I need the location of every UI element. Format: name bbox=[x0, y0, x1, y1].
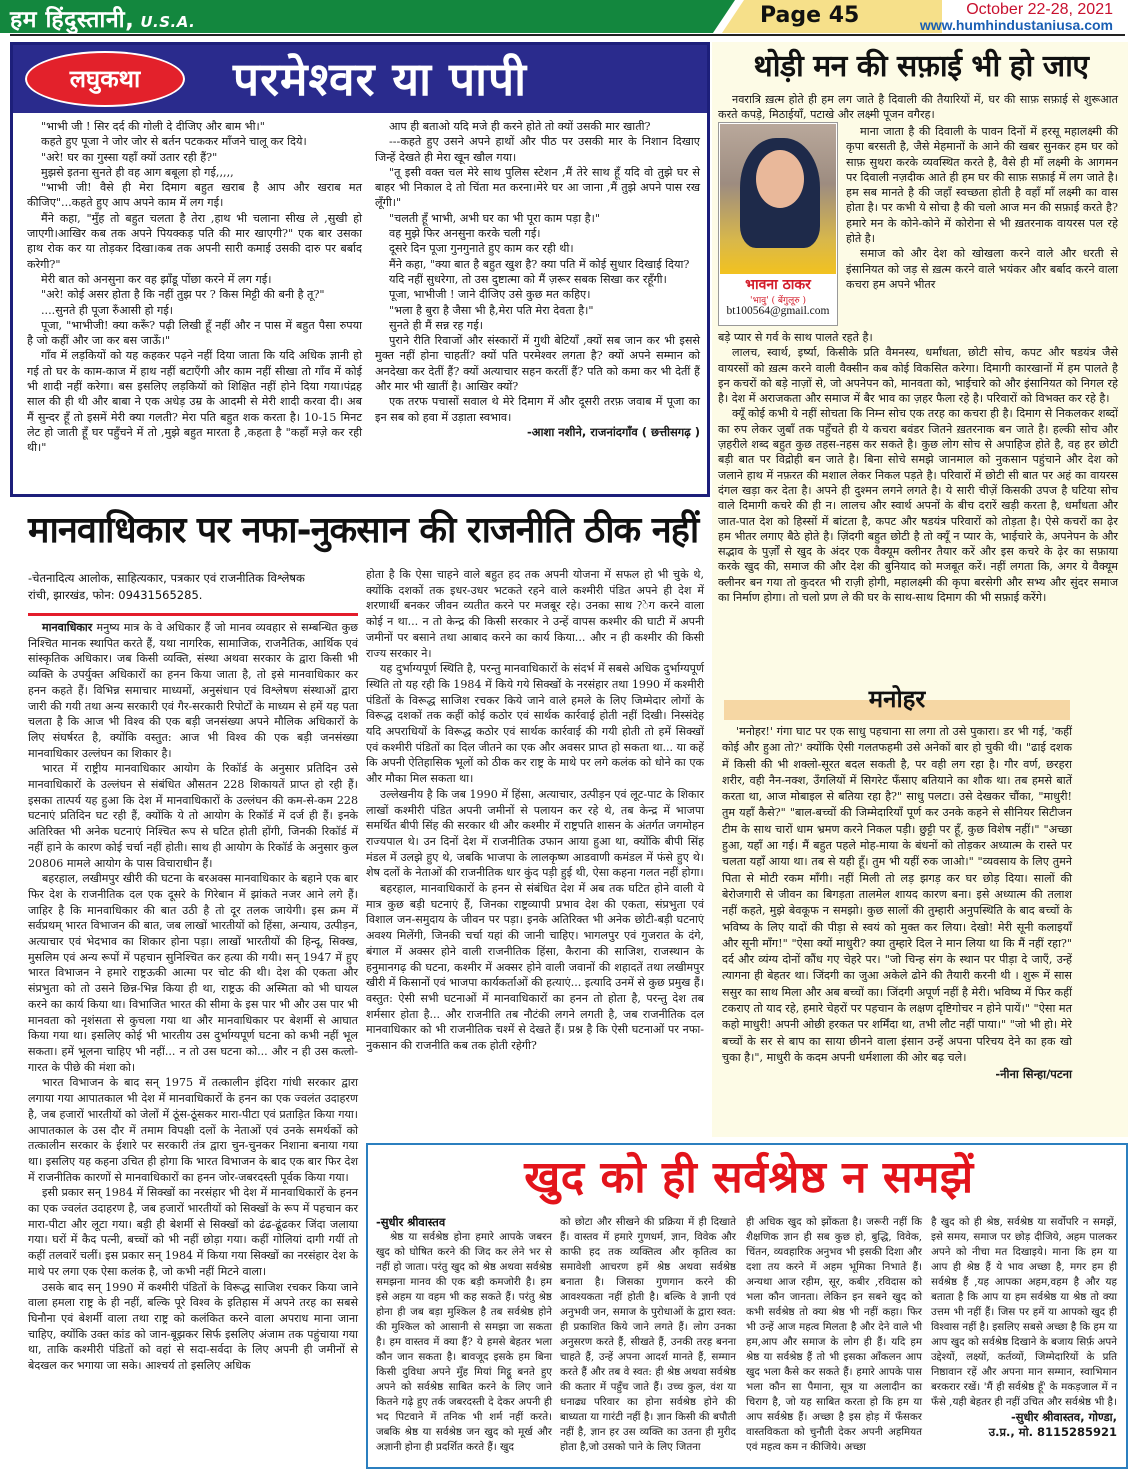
paragraph: "तू इसी वक्त चल मेरे साथ पुलिस स्टेशन ,मैं तेरे साथ हूँ यदि वो तुझे घर से बाहर भी निकाल दे तो चिंता मत करना।मेरे घर आ जाना ,मैं तुझे अपने पास रख लूँगी।" bbox=[375, 165, 700, 210]
paragraph: "चलती हूँ भाभी, अभी घर का भी पूरा काम पड़ा है।" bbox=[389, 211, 601, 225]
article-signature-contact: उ.प्र., मो. 8115285921 bbox=[988, 1425, 1117, 1439]
lead-word: मानवाधिकार bbox=[42, 621, 93, 634]
article-column-2 bbox=[560, 1215, 736, 1455]
paragraph: मुझसे इतना सुनते ही वह आग बबूला हो गई,,,,, bbox=[41, 165, 234, 179]
paragraph: सुनते ही मैं सन्न रह गई। bbox=[389, 318, 483, 332]
article-column-4 bbox=[931, 1215, 1117, 1440]
article-headline: परमेश्वर या पापी bbox=[233, 52, 528, 106]
paragraph: नवरात्रि ख़त्म होते ही हम लग जाते है दिवाली की तैयारियों में, घर की साफ़ सफ़ाई से शुरूआत करते कपड़े, मिठाईयाँ, पटाखे और लक्ष्मी पूजन वगैरह। bbox=[718, 93, 1118, 122]
issue-date: October 22-28, 2021 bbox=[966, 1, 1113, 18]
paragraph: बहरहाल, लखीमपुर खीरी की घटना के बरअक्स मानवाधिकार के बहाने एक बार फिर देश के राजनीतिक दल एक दूसरे के गिरेबान में झांकते नजर आने लगे हैं। जाहिर है कि मानवाधिकार की बात उठी है तो दूर तलक जायेगी। इस क्रम में सर्वप्रथम् भारत विभाजन की बात, जब लाखों भारतीयों को हिंसा, अन्याय, उत्पीड़न, अत्याचार एवं भेदभाव का शिकार होना पड़ा। लाखों भारतीयों की हिन्दू, सिक्ख, मुसलिम एवं अन्य रूपों में पहचान सुनिश्चित कर हत्या की गयी। सन् 1947 में हुए भारत विभाजन ने हमारे राष्ट्रऊकी आत्मा पर चोट की थी। देश की एकता और संप्रभुता को तो उसने छिन्न-भिन्न किया ही था, राष्ट्रऊ की अस्मिता को भी घायल करने का कार्य किया था। विभाजित भारत की सीमा के इस पार भी और उस पार भी मानवता को नृशंसता से कुचला गया था और मानवाधिकार पर बेशर्मी से आघात किया गया था। इसलिए कोई भी भारतीय उस दुर्भाग्यपूर्ण घटना को कभी नहीं भूल सकता। हमें भूलना चाहिए भी नहीं... न तो उस घटना को... और न ही उस कत्लो-गारत के पीछे की मंशा को। bbox=[28, 872, 358, 1074]
paragraph: यदि नहीं सुधरेगा, तो उस दुष्टात्मा को मैं ज़रूर सबक सिखा कर रहूँगी। bbox=[389, 272, 667, 286]
article-byline: -आशा नशीने, राजनांदगाँव ( छत्तीसगढ़ ) bbox=[526, 424, 700, 439]
paragraph: बहरहाल, मानवाधिकारों के हनन से संबंधित देश में अब तक घटित होने वाली ये मात्र कुछ बड़ी घटनाएं हैं, जिनका राष्ट्रव्यापी प्रभाव देश की एकता, संप्रभुता एवं विशाल जन-समुदाय के जीवन पर पड़ा। इनके अतिरिक्त भी अनेक छोटी-बड़ी घटनाएं अवश्य मिलेंगी, जिनकी चर्चा यहां की जानी चाहिए। भागलपुर एवं गुजरात के दंगे, बंगाल में अक्सर होने वाली राजनीतिक हिंसा, कैराना की साजिश, राजस्थान के हनुमानगढ़ की घटना, कश्मीर में अक्सर होने वाली जवानों की शहादतें तथा लखीमपुर खीरी में किसानों एवं भाजपा कार्यकर्ताओं की हत्याएं... इत्यादि उनमें से कुछ प्रमुख हैं। वस्तुत: ऐसी सभी घटनाओं में मानवाधिकारों का हनन तो होता है, परन्तु देश तब शर्मसार होता है... और राजनीति तब नौटंकी लगने लगती है, जब राजनीतिक दल मानवाधिकार को भी राजनीतिक चश्में से देखते हैं। प्रश्न है कि ऐसी घटनाओं पर नफा-नुकसान की राजनीति कब तक होती रहेगी? bbox=[366, 882, 704, 1053]
paragraph: होता है कि ऐसा चाहने वाले बहुत हद तक अपनी योजना में सफल हो भी चुके थे, क्योंकि दशकों तक इधर-उधर भटकते रहने वाले कश्मीरी पंडित अपने ही देश में शरणार्थी बनकर जीवन व्यतीत करने पर मजबूर रहे। उनका साथ ?ेग करने वाला कोई न था... न तो केन्द्र की किसी सरकार ने उन्हें वापस कश्मीर की घाटी में अपनी जमीनों पर बसाने तथा आबाद करने का कार्य किया... और न ही कश्मीर की किसी राज्य सरकार ने। bbox=[366, 568, 704, 660]
paragraph: भारत विभाजन के बाद सन् 1975 में तत्कालीन इंदिरा गांधी सरकार द्वारा लगाया गया आपातकाल भी देश में मानवाधिकारों के हनन का एक ज्वलंत उदाहरण है, जब हजारों भारतीयों को जेलों में ठूंस-ठूंसकर मारा-पीटा एवं प्रताड़ित किया गया। आपातकाल के उस दौर में तमाम विपक्षी दलों के नेताओं एवं उनके समर्थकों को तत्कालीन सरकार के ईशारे पर सरकारी तंत्र द्वारा चुन-चुनकर निशाना बनाया गया था। इसलिए यह कहना उचित ही होगा कि भारत विभाजन के बाद एक बार फिर देश में राजनीतिक कारणों से मानवाधिकारों का हनन जोर-जबरदस्ती पूर्वक किया गया। bbox=[28, 1076, 358, 1184]
paragraph: क्यूँ कोई कभी ये नहीं सोचता कि निम्न सोच एक तरह का कचरा ही है। दिमाग से निकलकर शब्दों का रुप लेकर जुबाँ तक पहुँचते ही ये कचरा बवंडर जितने ख़तरनाक बन जाते है। हल्की सोच और ज़हरीले शब्द बहुत कुछ तहस-नहस कर सकते है। कुछ लोग सोच से अपाहिज होते है, वह हर छोटी बड़ी बात पर विद्रोही बन जाते है। बिना सोचे समझे जानमाल को नुकसान पहुंचाने और देश को जलाने हाथ में नफ़रत की मशाल लेकर निकल पड़ते है। परिवारों में छोटी सी बात पर अहं का वायरस दंगल खड़ा कर देता है। अपने ही दुश्मन लगने लगते है। ये सारी चीज़ें किसकी उपज है घटिया सोच वाले दिमागी कचरे की ही न। लालच और स्वार्थ अपनों के बीच दरारें खड़ी करता है, धर्मांधता और जात-पात देश को हिस्सों में बांटता है, कपट और षडयंत्र परिवारों को तोड़ता है। ऐसे कचरों का ढ़ेर हम भीतर लगाए बैठे होते है। ज़िंदगी बहुत छोटी है तो क्यूँ न प्यार के, भाईचारे के, अपनेपन के और सद्भाव के पुर्ज़ों से खुद के अंदर एक वैक्यूम क्लीनर तैयार करें और इस कचरे के ढ़ेर का सफ़ाया करके खुद की, समाज की और देश की बुनियाद को मजबूत करें। नहीं लगता कि, अगर ये वैक्यूम क्लीनर बन गया तो कुदरत भी राज़ी होगी, महालक्ष्मी की कृपा बरसेगी और सभ्य और सुंदर समाज का निर्माण होगा। तो चलो प्रण ले की घर के साथ-साथ दिमाग की भी सफ़ाई करेंगे। bbox=[718, 407, 1118, 605]
paragraph: "अरे! कोई असर होता है कि नहीं तुझ पर ? किस मिट्टी की बनी है तू?" bbox=[41, 288, 325, 302]
masthead-divider bbox=[10, 34, 1125, 36]
manohar-headline: मनोहर bbox=[868, 685, 926, 713]
paragraph: लालच, स्वार्थ, इर्ष्या, किसीके प्रति वैमनस्य, धर्मांधता, छोटी सोच, कपट और षडयंत्र जैसे वायरसों को ख़त्म करने वाली वैक्सीन कब कोई विकसित करेगा। दिमागी कारखानों में हम पालते है इन कचरों को बड़े नाज़ों से, जो अपनेपन को, मानवता को, भाईचारे को और इंसानियत को निगल रहे है। देश में अराजकता और समाज में बैर भाव का ज़हर फैला रहे है। परिवारों को विभक्त कर रहे है। bbox=[718, 346, 1118, 406]
byline-author: -चेतनादित्य आलोक, साहित्यकार, पत्रकार एवं राजनीतिक विश्लेषक bbox=[28, 571, 305, 585]
newspaper-title-text: हम हिंदुस्तानी, bbox=[10, 7, 135, 33]
paragraph: "भाभी जी ! सिर दर्द की गोली दे दीजिए और बाम भी।" bbox=[41, 120, 265, 133]
paragraph: पुराने रीति रिवाजों और संस्कारों में गुथी बेटियाँ ,क्यों सब जान कर भी इससे मुक्त नहीं होना चाहतीं? क्यों पति परमेश्वर लगता है? क्यों अपने सम्मान को अनदेखा कर देतीं हैं? क्यों अत्याचार सहन करतीं हैं? पति को कमा कर भी देतीं हैं और मार भी खातीं है। आखिर क्यों? bbox=[375, 334, 700, 394]
paragraph: को छोटा और सीखने की प्रक्रिया में ही दिखाते हैं। वास्तव में हमारे गुणधर्म, ज्ञान, विवेक और काफी हद तक व्यक्तित्व और कृतित्व का समावेशी आचरण हमें श्रेष्ठ अथवा सर्वश्रेष्ठ बनाता है। जिसका गुणगान करने की आवश्यकता नहीं होती है। बल्कि वे ज्ञानी एवं अनुभवी जन, समाज के पुरोधाओं के द्वारा स्वत: ही प्रकाशित किये जाने लगते हैं। लोग उनका अनुसरण करते हैं, सीखते हैं, उनकी तरह बनना चाहते हैं, उन्हें अपना आदर्श मानते हैं, सम्मान करते हैं और तब वे स्वत: ही श्रेष्ठ अथवा सर्वश्रेष्ठ की कतार में पहुँच जाते हैं। उच्च कुल, वंश या धनाढ्य परिवार का होना सर्वश्रेष्ठ होने की बाध्यता या गारंटी नहीं है। ज्ञान किसी की बपौती नहीं है, ज्ञान हर उस व्यक्ति का उतना ही मुरीद होता है,जो उसको पाने के लिए जितना bbox=[560, 1216, 736, 1453]
manavadhikar-headline: मानवाधिकार पर नफा-नुकसान की राजनीति ठीक नहीं bbox=[28, 510, 699, 551]
paragraph: पूजा, "भाभीजी! क्या करूँ? पढ़ी लिखी हूँ नहीं और न पास में बहुत पैसा रुपया है जो कहीं और जा कर बस जाऊँ।" bbox=[27, 318, 362, 348]
page-number: Page 45 bbox=[760, 3, 860, 28]
paragraph: ही अधिक खुद को झोंकता है। जरूरी नहीं कि शैक्षणिक ज्ञान ही सब कुछ हो, बुद्धि, विवेक, चिंतन, व्यवहारिक अनुभव भी इसकी दिशा और दशा तय करने में अहम भूमिका निभाते हैं। अन्यथा आज रहीम, सूर, कबीर ,रविदास को भला कौन जानता। लेकिन इन सबने खुद को कभी सर्वश्रेष्ठ तो क्या श्रेष्ठ भी नहीं कहा। फिर भी उन्हें आज महत्व मिलता है और देने वाले भी हम,आप और समाज के लोग ही हैं। यदि हम श्रेष्ठ या सर्वश्रेष्ठ हैं तो भी इसका आँकलन आप खुद भला कैसे कर सकते हैं। हमारे आपके पास भला कौन सा पैमाना, सूत्र या अलादीन का चिराग है, जो यह साबित करता हो कि हम या आप सर्वश्रेष्ठ हैं। अच्छा है इस होड़ में फँसकर वास्तविकता को चुनौती देकर अपनी अहमियत एवं महत्व कम न कीजिये। अच्छा bbox=[746, 1216, 922, 1453]
article-column-3 bbox=[746, 1215, 922, 1455]
article-safai bbox=[712, 42, 1128, 1137]
author-photo bbox=[720, 124, 836, 274]
article-byline: -नीना सिन्हा/पटना bbox=[995, 1067, 1072, 1082]
paragraph: कहते हुए पूजा ने जोर जोर से बर्तन पटककर माँजने चालू कर दिये। bbox=[41, 135, 307, 149]
laghukatha-banner bbox=[13, 45, 707, 113]
article-body bbox=[718, 330, 1118, 605]
article-author: -सुधीर श्रीवास्तव bbox=[376, 1215, 446, 1229]
paragraph: मैंने कहा, "क्या बात है बहुत खुश है? क्या पति में कोई सुधार दिखाई दिया? bbox=[389, 257, 690, 271]
paragraph: गाँव में लड़कियों को यह कहकर पढ़ने नहीं दिया जाता कि यदि अधिक ज्ञानी हो गई तो घर के काम-काज में हाथ नहीं बटाएँगी और काम नहीं सीखा तो गाँव में कोई भी शादी नहीं करेगा। बस इसलिए लड़कियों को शिक्षित नहीं होने दिया गया।पंद्रह साल की ही थी और बाबा ने एक अधेड़ उम्र के आदमी से मेरी शादी करवा दी। अब मैं सुन्दर हूँ तो इसमें मेरी क्या गलती? मेरा पति बहुत शक करता है। 10-15 मिनट लेट हो जाती हूँ घर पहुँचने में तो ,मुझे बहुत मारता है ,कहता है "कहाँ मज़े कर रही थी।" bbox=[27, 349, 362, 455]
masthead bbox=[0, 0, 1135, 36]
red-divider bbox=[28, 613, 358, 616]
newspaper-title bbox=[10, 2, 195, 34]
manavadhikar-byline bbox=[28, 570, 358, 604]
paragraph: उल्लेखनीय है कि जब 1990 में हिंसा, अत्याचार, उत्पीड़न एवं लूट-पाट के शिकार लाखों कश्मीरी पंडित अपनी जमीनों से पलायन कर रहे थे, तब केन्द्र में भाजपा समर्थित बीपी सिंह की सरकार थी और कश्मीर में राष्ट्रपति शासन के अंतर्गत जगमोहन राज्यपाल थे। उन दिनों देश में राजनीतिक उफान आया हुआ था, क्योंकि बीपी सिंह मंडल में उलझे हुए थे, जबकि भाजपा के लालकृष्ण आडवाणी कमंडल में फंसे हुए थे। शेष दलों के नेताओं की राजनीतिक धार कुंद पड़ी हुई थी, ऐसा कहना गलत नहीं होगा। bbox=[366, 787, 704, 880]
paragraph: माना जाता है की दिवाली के पावन दिनों में हरसू महालक्ष्मी की कृपा बरसती है, जैसे मेहमानों के आने की खबर सुनकर हम घर को साफ़ सुथरा करके व्यवस्थित करते है, वैसे ही माँ लक्ष्मी के आगमन पर दिवाली नज़दीक आते ही हम घर की साफ़ सफ़ाई में लग जाते है। हम सब मानते है की जहाँ स्वच्छता होती है वहाँ माँ लक्ष्मी का वास होता है। पर कभी ये सोचा है की चलो आज मन की सफ़ाई करते है? हमारे मन के कोने-कोने में कोरोना से भी ख़तरनाक वायरस पल रहे होते है। bbox=[846, 125, 1118, 246]
paragraph: मैंने कहा, "मुँह तो बहुत चलता है तेरा ,हाथ भी चलाना सीख ले ,सुखी हो जाएगी।आखिर कब तक अपने पियक्कड़ पति की मार खाएगी?" एक बार उसका हाथ रोक कर या तोड़कर दिखा।कब तक अपनी सारी कमाई उसकी दारु पर बर्बाद करेगी?" bbox=[27, 211, 362, 271]
paragraph: समाज को और देश को खोखला करने वाले और धरती से इंसानियत को जड़ से ख़त्म करने वाले भयंकर और बर्बाद करने वाला कचरा हम अपने भीतर bbox=[846, 247, 1118, 291]
article-headline: खुद को ही सर्वश्रेष्ठ न समझें bbox=[524, 1152, 974, 1203]
manavadhikar-column-2 bbox=[366, 567, 704, 1054]
paragraph: "भला है बुरा है जैसा भी है,मेरा पति मेरा देवता है।" bbox=[389, 303, 594, 317]
paragraph: "भाभी जी! वैसे ही मेरा दिमाग बहुत खराब है आप और खराब मत कीजिए"...कहते हुए आप अपने काम में लग गई। bbox=[27, 181, 362, 210]
paragraph: मनुष्य मात्र के वे अधिकार हैं जो मानव व्यवहार से सम्बन्धित कुछ निश्चित मानक स्थापित करते हैं, यथा नागरिक, सामाजिक, राजनैतिक, आर्थिक एवं सांस्कृतिक अधिकार। जब किसी व्यक्ति, संस्था अथवा सरकार के द्वारा किसी भी व्यक्ति के उपर्युक्त अधिकारों का हनन किया जाता है, तो इसे मानवाधिकार कर हनन कहते हैं। विभिन्न समाचार माध्यमों, अनुसंधान एवं विश्लेषण संस्थाओं द्वारा जारी की गयी तथा अन्य सरकारी एवं गैर-सरकारी रिपोर्टों के माध्यम से हमें यह पता चलता है कि आज भी विश्व की एक बड़ी जनसंख्या अपने मौलिक अधिकारों के लिए संघर्षरत है, क्योंकि वस्तुत: आज भी विश्व की एक बड़ी जनसंख्या मानवाधिकार उल्लंघन का शिकार है। bbox=[28, 621, 359, 760]
article-intro bbox=[718, 92, 1118, 123]
author-name: भावना ठाकर bbox=[745, 277, 811, 293]
paragraph: वह मुझे फिर अनसुना करके चली गई। bbox=[389, 227, 541, 241]
paragraph: आप ही बताओ यदि मजे ही करने होते तो क्यों उसकी मार खाती? bbox=[389, 120, 651, 133]
paragraph: दूसरे दिन पूजा गुनगुनाते हुए काम कर रही थी। bbox=[389, 242, 574, 256]
newspaper-title-suffix: U.S.A. bbox=[140, 13, 196, 31]
manohar-body bbox=[722, 724, 1072, 1083]
author-alias: 'भावु' ( बेंगुलूरु ) bbox=[750, 296, 806, 306]
article-wrap-text bbox=[846, 124, 1118, 292]
paragraph: यह दुर्भाग्यपूर्ण स्थिति है, परन्तु मानवाधिकारों के संदर्भ में सबसे अधिक दुर्भाग्यपूर्ण स्थिति तो यह रही कि 1984 में किये गये सिक्खों के नरसंहार तथा 1990 में कश्मीरी पंडितों के विरूद्ध साजिश रचकर किये जाने वाले हमले के लिए जिम्मेदार लोगों के विरूद्ध दशकों तक कहीं कोई कठोर एवं सार्थक कार्रवाई होती नहीं दिखी। निस्संदेह यदि अपराधियों के विरूद्ध कठोर एवं सार्थक कार्रवाई की गयी होती तो हमें सिक्खों एवं कश्मीरी पंडितों का दिल जीतने का एक और अवसर प्राप्त हो सकता था... या कहें कि अपनी ऐतिहासिक भूलों को ठीक कर राष्ट्र के माथे पर लगे कलंक को धोने का एक और मौका मिल सकता था। bbox=[366, 662, 704, 786]
author-photo-box bbox=[718, 122, 838, 326]
paragraph: इसी प्रकार सन् 1984 में सिक्खों का नरसंहार भी देश में मानवाधिकारों के हनन का एक ज्वलंत उदाहरण है, जब हजारों भारतीयों को सिक्खों के रूप में पहचान कर मारा-पीटा और लूटा गया। बड़ी ही बेशर्मी से सिक्खों को ढंढ-ढूंढकर जिंदा जलाया गया। घरों में कैद पत्नी, बच्चों को भी नहीं छोड़ा गया। कहीं गोलियां दागी गयीं तो कहीं तलवारें चलीं। इस प्रकार सन् 1984 में किया गया सिक्खों का नरसंहार देश के माथे पर लगा एक ऐसा कलंक है, जो कभी नहीं मिटने वाला। bbox=[28, 1186, 358, 1278]
author-email[interactable]: bt100564@gmail.com bbox=[726, 305, 830, 317]
byline-contact: रांची, झारखंड, फोन: 09431565285. bbox=[28, 588, 203, 602]
photo-face-shape bbox=[756, 150, 804, 208]
article-laghukatha bbox=[10, 42, 710, 497]
article-column-2 bbox=[375, 119, 700, 440]
laghukatha-badge: लघुकथा bbox=[25, 51, 185, 107]
article-signature: -सुधीर श्रीवास्तव, गोण्डा, bbox=[1010, 1410, 1117, 1424]
paragraph: पूजा, भाभीजी ! जाने दीजिए उसे कुछ मत कहिए। bbox=[389, 288, 591, 302]
paragraph: मेरी बात को अनसुना कर वह झाँडू पोंछा करने में लग गई। bbox=[41, 272, 272, 286]
article-column-1 bbox=[27, 119, 362, 456]
website-link[interactable]: www.humhindustaniusa.com bbox=[919, 17, 1113, 33]
paragraph: बड़े प्यार से गर्व के साथ पालते रहते है। bbox=[718, 331, 873, 344]
paragraph: ---कहते हुए उसने अपने हाथों और पीठ पर उसकी मार के निशान दिखाए जिन्हें देखते ही मेरा खून खौल गया। bbox=[375, 135, 700, 164]
paragraph: 'मनोहर!' गंगा घाट पर एक साधु पहचाना सा लगा तो उसे पुकारा। डर भी गई, 'कहीं कोई और हुआ तो?' क्योंकि ऐसी गलतफहमी उसे अनेकों बार हो चुकी थी। "ढाई दशक में किसी की भी शक्लो-सूरत बदल सकती है, पर वही लग रहा है। गौर वर्ण, छरहरा शरीर, वही नैन-नक्श, उँगलियों में सिगरेट फँसाए बतियाने का शौक था। तब हमसे बातें करता था, आज मोबाइल से बतिया रहा है?" साधु पलटा। उसे देखकर चौंका, "माधुरी! तुम यहाँ कैसे?" "बाल-बच्चों की जिम्मेदारियाँ पूर्ण कर उनके कहने से सीनियर सिटीजन टीम के साथ चारों धाम भ्रमण करने निकल पड़ी। छुट्टी पर हूँ, कुछ विशेष नहीं।" "अच्छा हुआ, यहाँ आ गई। मैं बहुत पहले मोह-माया के बंधनों को तोड़कर अध्यात्म के रास्ते पर चलता यहाँ आया था। तब से यही हूँ। तुम भी यहीं रुक जाओ।" "व्यवसाय के लिए तुमने पिता से मोटी रकम माँगी। नहीं मिली तो लड़ झगड़ कर घर छोड़ दिया। सालों की बेरोजगारी से जीवन का बिगड़ता तालमेल शायद कारण बना। इसे अध्यात्म की तलाश नहीं कहते, मुझे बेवकूफ न समझो। कुछ सालों की तुम्हारी अनुपस्थिति के बाद बच्चों के भविष्य के लिए यादों की पीड़ा से स्वयं को मुक्त कर लिया। देखो! मेरी सूनी कलाइयाँ और सूनी माँग!" "ऐसा क्यों माधुरी? क्या तुम्हारे दिल ने मान लिया था कि मैं नहीं रहा?" दर्द और व्यंग्य दोनों कौंध गए चेहरे पर। "जो चिन्ह संग के स्थान पर पीड़ा दे जाएँ, उन्हें त्यागना ही बेहतर था। जिंदगी का जुआ अकेले ढोने की तैयारी करनी थी । शुरू में सास ससुर का साथ मिला और अब बच्चों का। जिंदगी अपूर्ण नहीं है मेरी। भविष्य में फिर कहीं टकराए तो याद रहे, हमारे चेहरों पर पहचान के लक्षण दृष्टिगोचर न होने पायें।" "ऐसा मत कहो माधुरी! अपनी ओछी हरकत पर शर्मिंदा था, तभी लौट नहीं पाया।" "जो भी हो। मेरे बच्चों के सर से बाप का साया छीनने वाला इंसान उन्हें अपना परिचय देने का हक खो चुका है।", माधुरी के कदम अपनी धर्मशाला की ओर बढ़ चले। bbox=[722, 725, 1072, 1064]
article-sarvashreshth bbox=[366, 1143, 1128, 1469]
paragraph: उसके बाद सन् 1990 में कश्मीरी पंडितों के विरूद्ध साजिश रचकर किया जाने वाला हमला राष्ट्र के ही नहीं, बल्कि पूरे विश्व के इतिहास में अपने तरह का सबसे घिनौना एवं बेशर्मी वाला तथा राष्ट्र को कलंकित करने वाला अपराध माना जाना चाहिए, क्योंकि उक्त कांड को जान-बूझकर सिर्फ इसलिए अंजाम तक पहुंचाया गया था, ताकि कश्मीरी पंडितों को वहां से सदा-सर्वदा के लिए अपनी ही जमीनों से बेदखल कर भगाया जा सके। आश्चर्य तो इसलिए अधिक bbox=[28, 1280, 358, 1373]
paragraph: है खुद को ही श्रेष्ठ, सर्वश्रेष्ठ या सर्वोपरि न समझें, इसे समय, समाज पर छोड़ दीजिये, अहम पालकर अपने को नीचा मत दिखाइये। माना कि हम या आप ही श्रेष्ठ हैं ये भाव अच्छा है, मगर हम ही सर्वश्रेष्ठ हैं ,यह आपका अहम,वहम है और यह बताता है कि आप या हम सर्वश्रेष्ठ या श्रेष्ठ तो क्या उत्तम भी नहीं हैं। जिस पर हमें या आपको खुद ही विश्वास नहीं है। इसलिए सबसे अच्छा है कि हम या आप खुद को सर्वश्रेष्ठ दिखाने के बजाय सिर्फ़ अपने उद्देश्यों, लक्ष्यों, कर्तव्यों, जिम्मेदारियों के प्रति निष्ठावान रहें और अपना मान सम्मान, स्वाभिमान बरकरार रखें। 'मैं ही सर्वश्रेष्ठ हूँ' के मकड़जाल में न फँसे ,यही बेहतर ही नहीं उचित और सर्वश्रेष्ठ भी है। bbox=[931, 1216, 1117, 1408]
paragraph: ....सुनते ही पूजा रुँआसी हो गई। bbox=[41, 303, 174, 317]
paragraph: "अरे! घर का गुस्सा यहाँ क्यों उतार रही हैं?" bbox=[41, 150, 218, 164]
paragraph: भारत में राष्ट्रीय मानवाधिकार आयोग के रिकॉर्ड के अनुसार प्रतिदिन उसे मानवाधिकारों के उल्लंघन से संबंधित औसतन 228 शिकायतें प्राप्त हो रही हैं। इसका तात्पर्य यह हुआ कि देश में मानवाधिकारों के उल्लंघन की कम-से-कम 228 घटनाएं प्रतिदिन घट रही हैं, क्योंकि ये तो आयोग के रिकॉर्ड में दर्ज ही हैं। इनके अतिरिक्त भी अनेक घटनाएं निश्चित रूप से घटित होती होंगी, जिनकी रिकॉर्ड में नहीं हाने के कारण कोई चर्चा नहीं होती। साथ ही आयोग के रिकॉर्ड के अनुसार कुल 20806 मामले आयोग के पास विचाराधीन हैं। bbox=[28, 762, 358, 870]
paragraph: एक तरफ पचासों सवाल थे मेरे दिमाग में और दूसरी तरफ़ जवाब में पूजा का इन सब को हवा में उड़ाता स्वभाव। bbox=[375, 395, 700, 424]
manavadhikar-column-1 bbox=[28, 620, 358, 1374]
article-column-1 bbox=[376, 1230, 552, 1455]
paragraph: श्रेष्ठ या सर्वश्रेष्ठ होना हमारे आपके जबरन खुद को घोषित करने की जिद कर लेने भर से नहीं हो जाता। परंतु खुद को श्रेष्ठ अथवा सर्वश्रेष्ठ समझना मानव की एक बड़ी कमजोरी है। हम इसे अहम या वहम भी कह सकते हैं। परंतु श्रेष्ठ होना ही जब बड़ा मुश्किल है तब सर्वश्रेष्ठ होने की मुश्किल को आसानी से समझा जा सकता है। हम वास्तव में क्या हैं? ये हमसे बेहतर भला कौन जान सकता है। बावजूद इसके हम बिना किसी दुविधा अपने मुँह मियां मिट्ठू बनते हुए अपने को सर्वश्रेष्ठ साबित करने के लिए जाने कितने गढ़े हुए तर्क जबरदस्ती दे देकर अपनी ही भद पिटवाने में तनिक भी शर्म नहीं करते। जबकि श्रेष्ठ या सर्वश्रेष्ठ जन खुद को मूर्ख और अज्ञानी होना ही प्रदर्शित करते हैं। खुद bbox=[376, 1231, 552, 1453]
article-headline: थोड़ी मन की सफ़ाई भी हो जाए bbox=[753, 49, 1089, 84]
